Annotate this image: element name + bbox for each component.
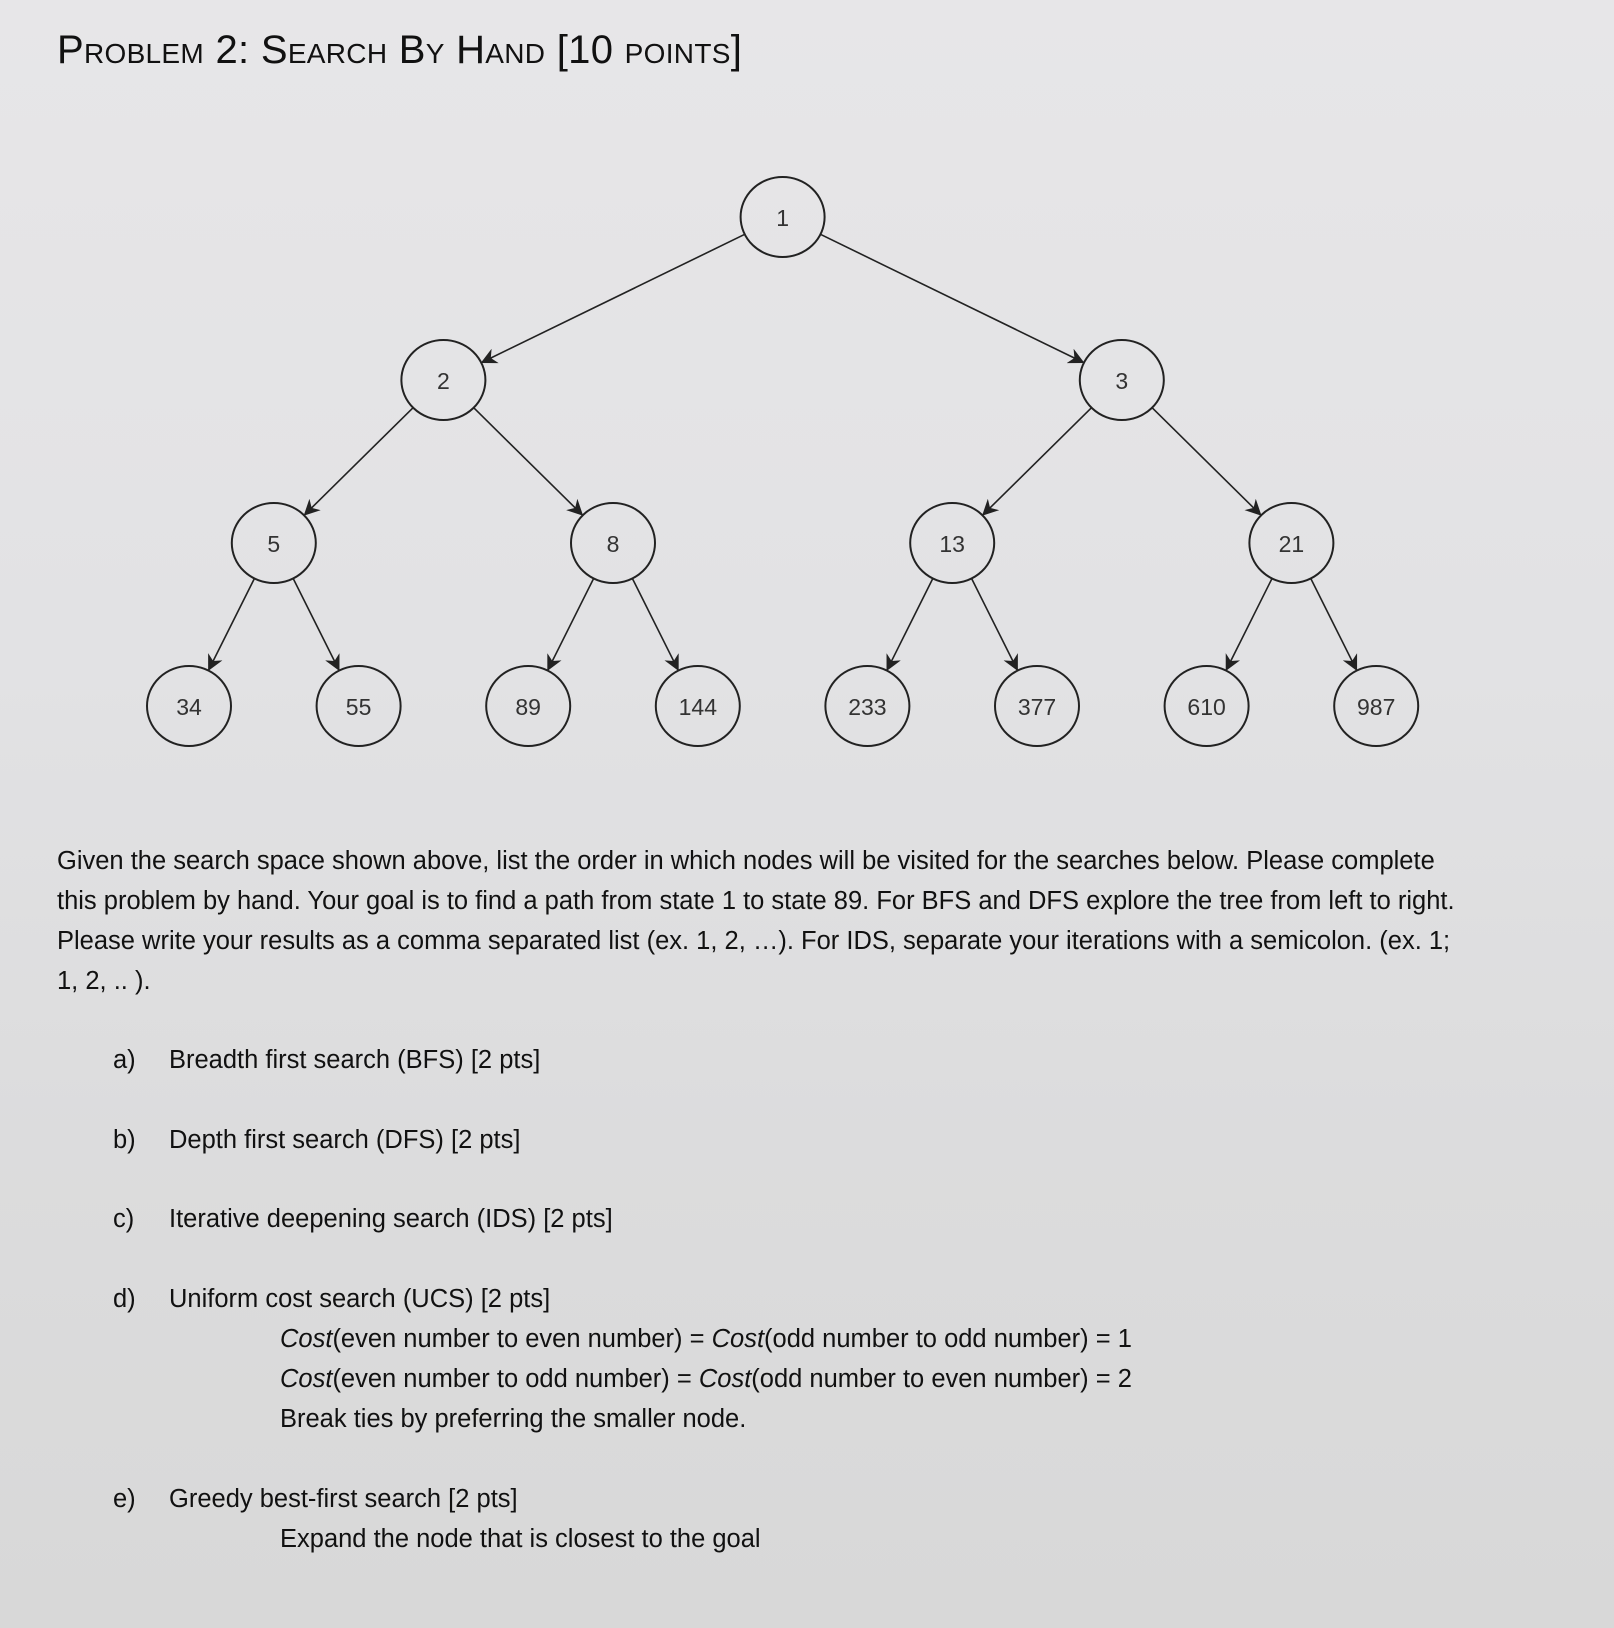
tree-node bbox=[995, 666, 1079, 746]
search-tree-diagram bbox=[0, 150, 1614, 770]
tree-node bbox=[656, 666, 740, 746]
cost-word: Cost bbox=[280, 1365, 333, 1393]
tree-edge bbox=[482, 234, 745, 362]
tree-edge bbox=[293, 578, 339, 669]
problem-instructions: Given the search space shown above, list the order in which nodes will be visited for the searches below. Please complete this problem by hand. Your goal is to find a path from state 1 to state 89. For BFS and DFS explore the tree from left to right. Please write your results as a comma separated list (ex. 1, 2, …). For IDS, separate your iterations with a semicolon. (ex. 1; 1, 2, .. ). bbox=[57, 847, 1455, 995]
question-letter: e) bbox=[113, 1485, 136, 1513]
tree-node-label: 13 bbox=[939, 531, 965, 557]
tree-edge bbox=[209, 578, 255, 669]
title-points: [10 points] bbox=[556, 28, 743, 72]
tree-node-label: 987 bbox=[1357, 694, 1396, 720]
cost-word: Cost bbox=[711, 1325, 765, 1353]
tree-node bbox=[1080, 340, 1164, 420]
tree-edge bbox=[1311, 578, 1357, 669]
tree-node bbox=[571, 503, 655, 583]
tree-node bbox=[401, 340, 485, 420]
question-text: Depth first search (DFS) [2 pts] bbox=[169, 1126, 521, 1154]
question-e bbox=[113, 1479, 518, 1519]
tree-edge bbox=[632, 578, 678, 669]
tree-edge bbox=[474, 408, 582, 515]
tree-node-label: 55 bbox=[345, 694, 372, 720]
question-letter: a) bbox=[113, 1046, 136, 1074]
tree-edge bbox=[820, 234, 1083, 362]
tree-node-label: 1 bbox=[776, 205, 789, 231]
tree-edge bbox=[983, 408, 1091, 515]
tree-node-label: 5 bbox=[267, 531, 281, 557]
cost-word: Cost bbox=[698, 1365, 752, 1393]
cost-word: Cost bbox=[280, 1325, 333, 1353]
page-title bbox=[57, 22, 742, 78]
tree-node-label: 34 bbox=[176, 694, 202, 720]
tree-node bbox=[147, 666, 231, 746]
title-name: Search By Hand bbox=[260, 28, 546, 72]
ucs-tie-break-rule: Break ties by preferring the smaller node. bbox=[280, 1405, 747, 1433]
question-text: Iterative deepening search (IDS) [2 pts] bbox=[169, 1205, 613, 1233]
question-d bbox=[113, 1279, 550, 1319]
tree-node-label: 144 bbox=[678, 694, 717, 720]
tree-node bbox=[1165, 666, 1249, 746]
tree-node-label: 21 bbox=[1278, 531, 1305, 557]
title-prefix: Problem bbox=[57, 28, 205, 72]
tree-node-label: 8 bbox=[606, 531, 620, 557]
tree-edge bbox=[548, 578, 594, 669]
ucs-cost-rule-same-parity bbox=[280, 1319, 1132, 1359]
tree-node bbox=[910, 503, 994, 583]
tree-node-label: 610 bbox=[1187, 694, 1226, 720]
ucs-cost-rule-diff-parity bbox=[280, 1359, 1132, 1399]
tree-edge bbox=[887, 578, 933, 669]
tree-node-label: 2 bbox=[437, 368, 450, 394]
cost-rule-text: (even number to odd number) = bbox=[332, 1365, 699, 1393]
tree-node bbox=[486, 666, 570, 746]
tree-node bbox=[317, 666, 401, 746]
tree-node bbox=[825, 666, 909, 746]
tree-node-label: 377 bbox=[1017, 694, 1057, 720]
question-text: Greedy best-first search [2 pts] bbox=[169, 1485, 518, 1513]
tree-node bbox=[1334, 666, 1418, 746]
question-b bbox=[113, 1120, 520, 1160]
tree-edge bbox=[305, 408, 413, 515]
tree-node bbox=[741, 177, 825, 257]
question-text: Uniform cost search (UCS) [2 pts] bbox=[169, 1285, 551, 1313]
tree-node-label: 89 bbox=[515, 694, 541, 720]
question-letter: d) bbox=[113, 1285, 136, 1313]
title-number: 2: bbox=[215, 28, 250, 72]
tree-node bbox=[1249, 503, 1333, 583]
tree-edge bbox=[1226, 578, 1272, 669]
cost-rule-text: (odd number to even number) = 2 bbox=[751, 1365, 1132, 1393]
tree-node bbox=[232, 503, 316, 583]
question-c bbox=[113, 1199, 613, 1239]
question-text: Breadth first search (BFS) [2 pts] bbox=[169, 1046, 541, 1074]
tree-node-label: 3 bbox=[1115, 368, 1129, 394]
tree-edge bbox=[972, 578, 1018, 669]
question-letter: b) bbox=[113, 1126, 136, 1154]
cost-rule-text: (even number to even number) = bbox=[332, 1325, 712, 1353]
tree-node-label: 233 bbox=[848, 694, 887, 720]
cost-rule-text: (odd number to odd number) = 1 bbox=[764, 1325, 1132, 1353]
question-letter: c) bbox=[113, 1205, 135, 1233]
question-a bbox=[113, 1040, 540, 1080]
greedy-heuristic-note: Expand the node that is closest to the goal bbox=[280, 1525, 761, 1553]
tree-edge bbox=[1152, 408, 1260, 515]
